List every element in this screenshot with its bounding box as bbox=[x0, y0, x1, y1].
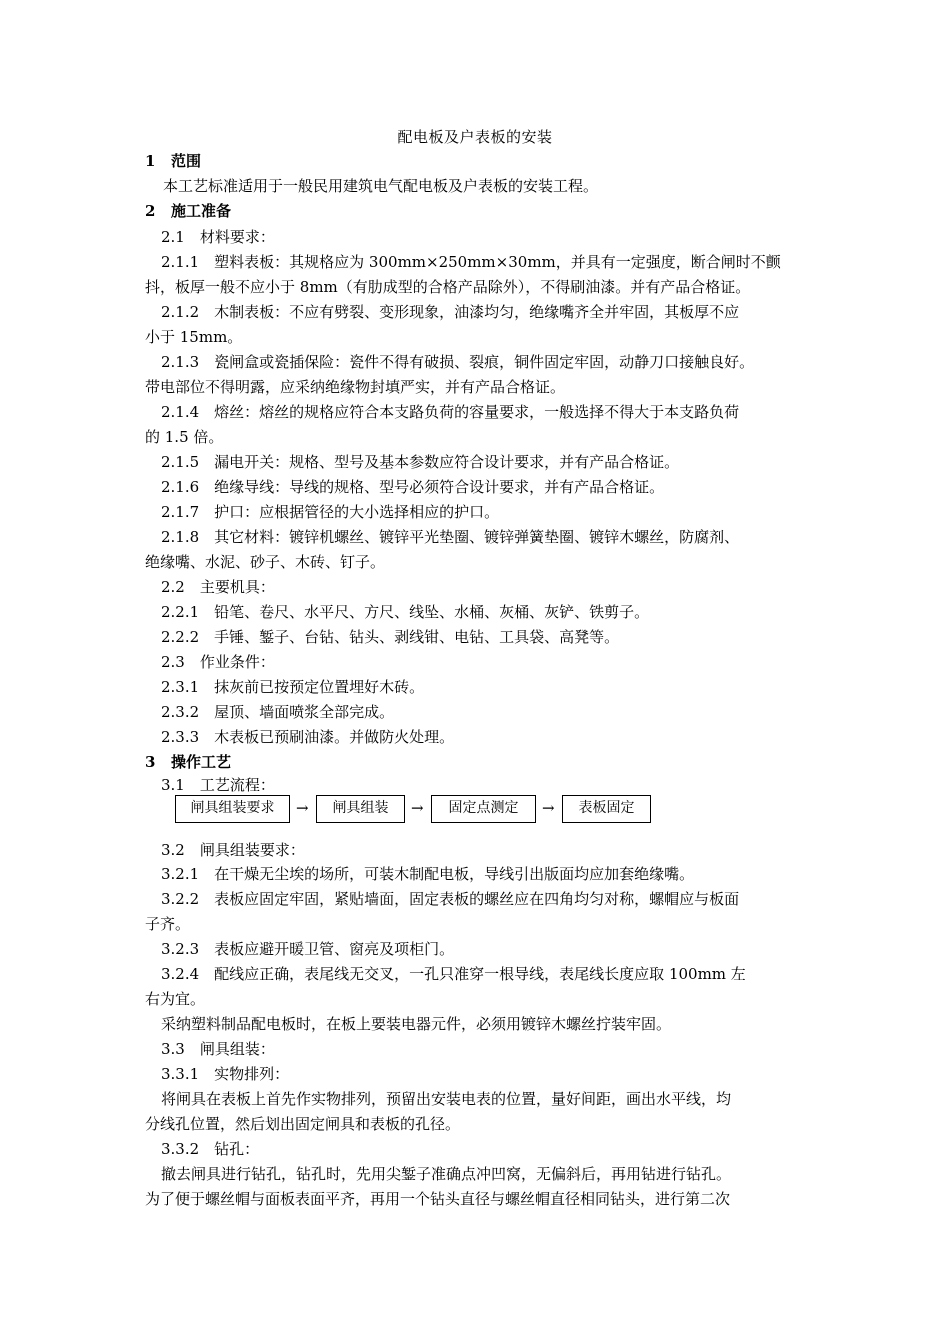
arrow-icon: → bbox=[542, 799, 555, 817]
paragraph: 为了便于螺丝帽与面板表面平齐，再用一个钻头直径与螺丝帽直径相同钻头，进行第二次 bbox=[145, 1190, 731, 1208]
arrow-icon: → bbox=[296, 799, 309, 817]
paragraph: 子齐。 bbox=[145, 915, 191, 933]
paragraph: 3.2.3 表板应避开暖卫管、窗亮及项柜门。 bbox=[161, 940, 455, 958]
paragraph: 2.1.2 木制表板：不应有劈裂、变形现象，油漆均匀，绝缘嘴齐全并牢固，其板厚不应 bbox=[161, 303, 740, 321]
subsection-heading: 3.1 工艺流程： bbox=[161, 776, 275, 794]
process-flowchart bbox=[175, 795, 655, 825]
paragraph: 2.2.2 手锤、錾子、台钻、钻头、剥线钳、电钻、工具袋、高凳等。 bbox=[161, 628, 620, 646]
section-number: 3 bbox=[145, 753, 156, 771]
paragraph: 2.1.8 其它材料：镀锌机螺丝、镀锌平光垫圈、镀锌弹簧垫圈、镀锌木螺丝，防腐剂、 bbox=[161, 528, 740, 546]
paragraph: 撤去闸具进行钻孔，钻孔时，先用尖錾子准确点冲凹窝，无偏斜后，再用钻进行钻孔。 bbox=[161, 1165, 732, 1183]
paragraph: 将闸具在表板上首先作实物排列，预留出安装电表的位置，量好间距，画出水平线，均 bbox=[161, 1090, 732, 1108]
subsection-heading: 2.1 材料要求： bbox=[161, 228, 275, 246]
section-title: 操作工艺 bbox=[171, 753, 232, 771]
paragraph: 2.3.2 屋顶、墙面喷浆全部完成。 bbox=[161, 703, 395, 721]
arrow-icon: → bbox=[411, 799, 424, 817]
paragraph: 2.1.3 瓷闸盒或瓷插保险：瓷件不得有破损、裂痕，铜件固定牢固，动静刀口接触良好。 bbox=[161, 353, 755, 371]
paragraph: 2.1.7 护口：应根据管径的大小选择相应的护口。 bbox=[161, 503, 500, 521]
section-title: 施工准备 bbox=[171, 202, 232, 220]
paragraph: 2.3.1 抹灰前已按预定位置埋好木砖。 bbox=[161, 678, 425, 696]
subsection-heading: 3.3 闸具组装： bbox=[161, 1040, 275, 1058]
paragraph: 小于 15mm。 bbox=[145, 328, 243, 346]
paragraph: 本工艺标准适用于一般民用建筑电气配电板及户表板的安装工程。 bbox=[163, 177, 599, 195]
paragraph: 抖，板厚一般不应小于 8mm（有肋成型的合格产品除外），不得刷油漆。并有产品合格证。 bbox=[145, 278, 751, 296]
section-1-heading bbox=[145, 151, 810, 171]
paragraph: 3.3.2 钻孔： bbox=[161, 1140, 260, 1158]
subsection-heading: 2.2 主要机具： bbox=[161, 578, 275, 596]
flow-step: 表板固定 bbox=[562, 795, 651, 823]
paragraph: 2.2.1 铅笔、卷尺、水平尺、方尺、线坠、水桶、灰桶、灰铲、铁剪子。 bbox=[161, 603, 650, 621]
flow-step: 固定点测定 bbox=[431, 795, 536, 823]
paragraph: 3.3.1 实物排列： bbox=[161, 1065, 290, 1083]
paragraph: 3.2.1 在干燥无尘埃的场所，可装木制配电板，导线引出版面均应加套绝缘嘴。 bbox=[161, 865, 695, 883]
paragraph: 带电部位不得明露，应采纳绝缘物封填严实，并有产品合格证。 bbox=[145, 378, 566, 396]
flow-step: 闸具组装 bbox=[316, 795, 405, 823]
paragraph: 2.1.6 绝缘导线：导线的规格、型号必须符合设计要求，并有产品合格证。 bbox=[161, 478, 665, 496]
subsection-heading: 2.3 作业条件： bbox=[161, 653, 275, 671]
section-2-heading bbox=[145, 201, 810, 221]
subsection-heading: 3.2 闸具组装要求： bbox=[161, 841, 305, 859]
paragraph: 2.1.4 熔丝：熔丝的规格应符合本支路负荷的容量要求，一般选择不得大于本支路负荷 bbox=[161, 403, 740, 421]
paragraph: 采纳塑料制品配电板时，在板上要装电器元件，必须用镀锌木螺丝拧装牢固。 bbox=[161, 1015, 672, 1033]
paragraph: 3.2.2 表板应固定牢固，紧贴墙面，固定表板的螺丝应在四角均匀对称，螺帽应与板面 bbox=[161, 890, 740, 908]
section-number: 1 bbox=[145, 152, 156, 170]
paragraph: 绝缘嘴、水泥、砂子、木砖、钉子。 bbox=[145, 553, 386, 571]
paragraph: 2.1.1 塑料表板：其规格应为 300mm×250mm×30mm，并具有一定强度，断合闸时不颤 bbox=[161, 253, 781, 271]
paragraph: 右为宜。 bbox=[145, 990, 206, 1008]
section-title: 范围 bbox=[171, 152, 202, 170]
section-number: 2 bbox=[145, 202, 156, 220]
section-3-heading bbox=[145, 752, 810, 772]
paragraph: 2.3.3 木表板已预刷油漆。并做防火处理。 bbox=[161, 728, 455, 746]
paragraph: 分线孔位置，然后划出固定闸具和表板的孔径。 bbox=[145, 1115, 461, 1133]
paragraph: 3.2.4 配线应正确，表尾线无交叉，一孔只准穿一根导线，表尾线长度应取 100mm 左 bbox=[161, 965, 746, 983]
paragraph: 的 1.5 倍。 bbox=[145, 428, 224, 446]
paragraph: 2.1.5 漏电开关：规格、型号及基本参数应符合设计要求，并有产品合格证。 bbox=[161, 453, 680, 471]
page-title: 配电板及户表板的安装 bbox=[397, 128, 553, 146]
flow-step: 闸具组装要求 bbox=[175, 795, 290, 823]
